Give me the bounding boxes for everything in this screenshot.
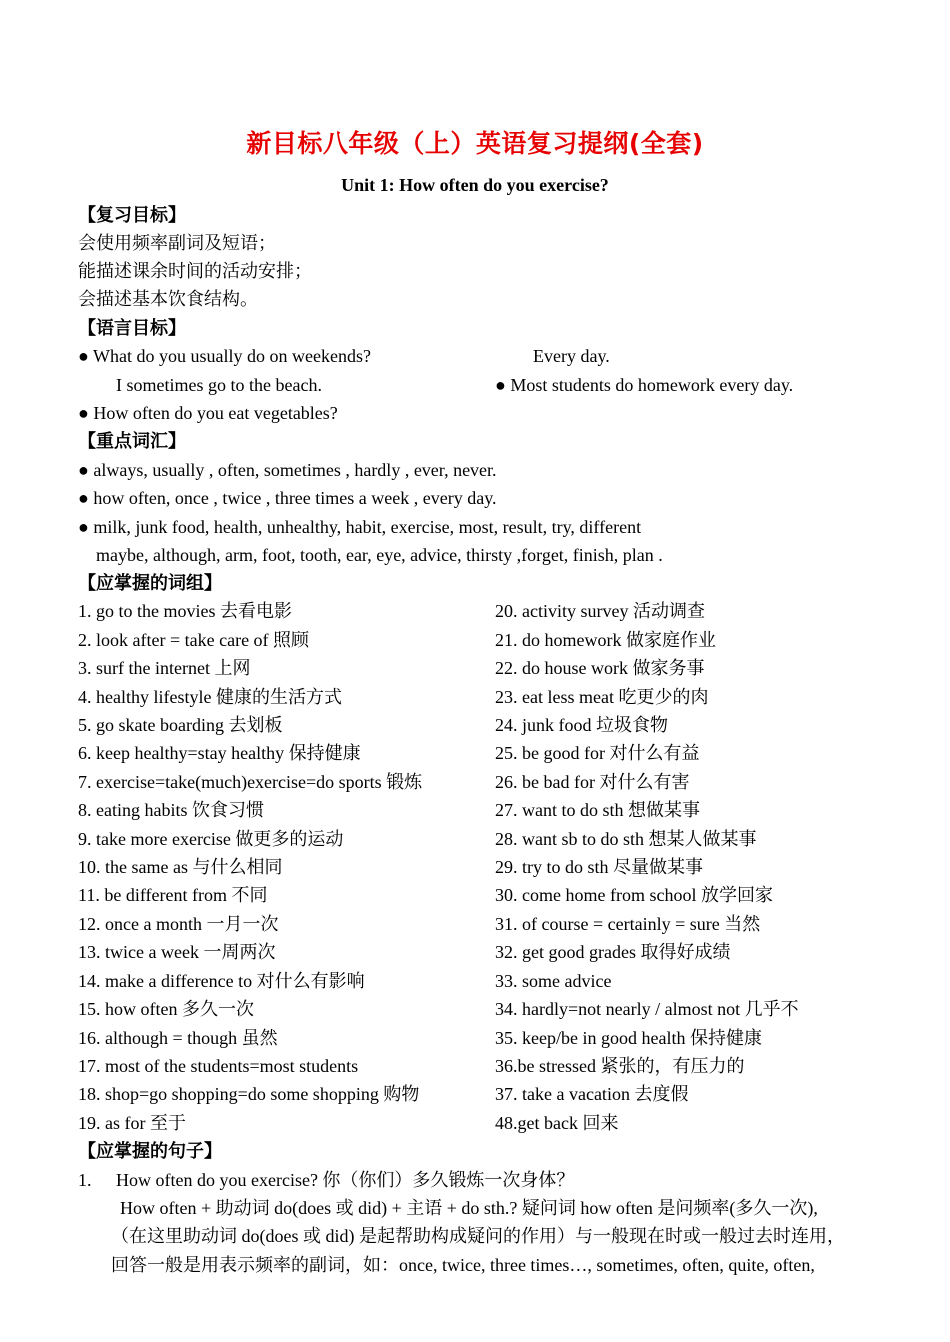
phrase-item: 23. eat less meat 吃更少的肉 bbox=[495, 687, 709, 707]
phrase-item: 12. once a month 一月一次 bbox=[78, 914, 279, 934]
sentences-heading: 【应掌握的句子】 bbox=[78, 1141, 222, 1161]
phrase-item: 29. try to do sth 尽量做某事 bbox=[495, 857, 704, 877]
phrase-item: 36.be stressed 紧张的，有压力的 bbox=[495, 1056, 745, 1076]
review-goal-item: 能描述课余时间的活动安排； bbox=[78, 261, 312, 281]
sentence-number: 1. bbox=[78, 1170, 92, 1190]
phrase-item: 13. twice a week 一周两次 bbox=[78, 942, 276, 962]
phrase-item: 31. of course = certainly = sure 当然 bbox=[495, 914, 761, 934]
phrase-item: 25. be good for 对什么有益 bbox=[495, 743, 700, 763]
sentence-note: 回答一般是用表示频率的副词，如：once, twice, three times…, sometimes, often, quite, often, bbox=[111, 1255, 815, 1275]
phrase-item: 35. keep/be in good health 保持健康 bbox=[495, 1028, 762, 1048]
vocab-line: maybe, although, arm, foot, tooth, ear, eye, advice, thirsty ,forget, finish, plan . bbox=[96, 545, 663, 565]
phrase-item: 11. be different from 不同 bbox=[78, 885, 268, 905]
review-goals-heading: 【复习目标】 bbox=[78, 205, 186, 225]
phrase-item: 24. junk food 垃圾食物 bbox=[495, 715, 668, 735]
phrase-item: 30. come home from school 放学回家 bbox=[495, 885, 773, 905]
phrase-item: 33. some advice bbox=[495, 971, 612, 991]
vocab-line: ● always, usually , often, sometimes , hardly , ever, never. bbox=[78, 460, 497, 480]
phrase-item: 19. as for 至于 bbox=[78, 1113, 186, 1133]
language-question: ● Most students do homework every day. bbox=[495, 375, 794, 395]
phrase-item: 9. take more exercise 做更多的运动 bbox=[78, 829, 344, 849]
phrase-item: 3. surf the internet 上网 bbox=[78, 658, 251, 678]
vocab-line: ● milk, junk food, health, unhealthy, habit, exercise, most, result, try, different bbox=[78, 517, 642, 537]
phrase-item: 17. most of the students=most students bbox=[78, 1056, 359, 1076]
phrase-item: 28. want sb to do sth 想某人做某事 bbox=[495, 829, 757, 849]
sentence-note: （在这里助动词 do(does 或 did) 是起帮助构成疑问的作用）与一般现在时或一般过去时连用， bbox=[111, 1226, 845, 1246]
phrase-item: 1. go to the movies 去看电影 bbox=[78, 601, 292, 621]
phrase-item: 4. healthy lifestyle 健康的生活方式 bbox=[78, 687, 342, 707]
phrase-item: 18. shop=go shopping=do some shopping 购物 bbox=[78, 1084, 420, 1104]
phrase-item: 15. how often 多久一次 bbox=[78, 999, 254, 1019]
phrase-item: 6. keep healthy=stay healthy 保持健康 bbox=[78, 743, 361, 763]
language-answer: I sometimes go to the beach. bbox=[116, 375, 322, 395]
phrase-item: 7. exercise=take(much)exercise=do sports 锻炼 bbox=[78, 772, 423, 792]
phrase-item: 22. do house work 做家务事 bbox=[495, 658, 705, 678]
language-question: ● What do you usually do on weekends? bbox=[78, 346, 371, 366]
language-answer: Every day. bbox=[533, 346, 610, 366]
page-title: 新目标八年级（上）英语复习提纲(全套) bbox=[246, 129, 704, 158]
phrase-item: 27. want to do sth 想做某事 bbox=[495, 800, 700, 820]
phrase-item: 16. although = though 虽然 bbox=[78, 1028, 278, 1048]
phrase-item: 32. get good grades 取得好成绩 bbox=[495, 942, 731, 962]
phrase-item: 48.get back 回来 bbox=[495, 1113, 619, 1133]
phrase-item: 20. activity survey 活动调查 bbox=[495, 601, 705, 621]
sentence-item: How often do you exercise? 你（你们）多久锻炼一次身体？ bbox=[116, 1170, 575, 1190]
phrase-item: 10. the same as 与什么相同 bbox=[78, 857, 283, 877]
phrase-item: 37. take a vacation 去度假 bbox=[495, 1084, 689, 1104]
phrase-item: 5. go skate boarding 去划板 bbox=[78, 715, 283, 735]
phrase-item: 14. make a difference to 对什么有影响 bbox=[78, 971, 365, 991]
language-question: ● How often do you eat vegetables? bbox=[78, 403, 338, 423]
sentence-note: How often + 助动词 do(does 或 did) + 主语 + do sth.? 疑问词 how often 是问频率(多久一次), bbox=[120, 1198, 818, 1218]
phrase-item: 8. eating habits 饮食习惯 bbox=[78, 800, 264, 820]
phrase-item: 34. hardly=not nearly / almost not 几乎不 bbox=[495, 999, 799, 1019]
phrases-heading: 【应掌握的词组】 bbox=[78, 573, 222, 593]
phrase-item: 26. be bad for 对什么有害 bbox=[495, 772, 690, 792]
vocab-line: ● how often, once , twice , three times a week , every day. bbox=[78, 488, 497, 508]
language-goals-heading: 【语言目标】 bbox=[78, 318, 186, 338]
key-vocab-heading: 【重点词汇】 bbox=[78, 431, 186, 451]
phrase-item: 2. look after = take care of 照顾 bbox=[78, 630, 310, 650]
phrase-item: 21. do homework 做家庭作业 bbox=[495, 630, 716, 650]
review-goal-item: 会描述基本饮食结构。 bbox=[78, 289, 258, 309]
unit-title: Unit 1: How often do you exercise? bbox=[341, 175, 609, 195]
review-goal-item: 会使用频率副词及短语； bbox=[78, 233, 276, 253]
